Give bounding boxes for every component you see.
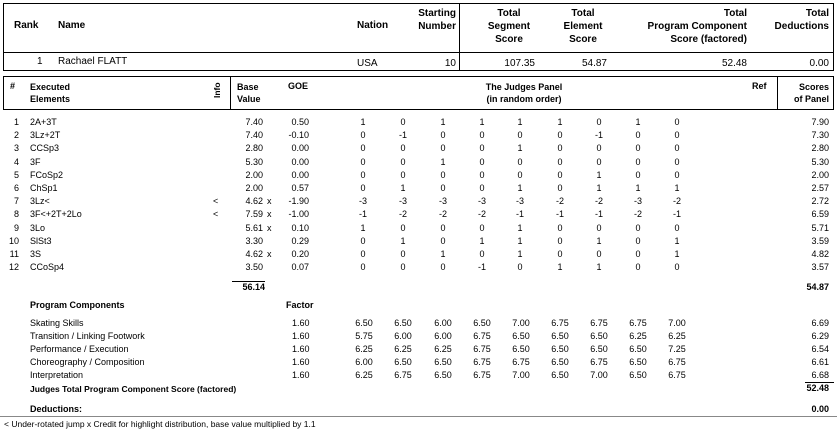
element-goe: 0.29: [291, 235, 309, 246]
component-judge-score: 6.75: [394, 369, 412, 380]
component-judge-score: 6.50: [434, 369, 452, 380]
component-judge-score: 6.50: [590, 343, 608, 354]
component-judge-score: 7.00: [512, 318, 530, 328]
element-judge-score: 0: [440, 143, 446, 154]
element-judge-score: 1: [596, 169, 602, 180]
element-judge-score: -1: [515, 209, 524, 220]
element-judge-score: 1: [479, 117, 485, 127]
element-judge-score: 0: [517, 169, 523, 180]
element-judge-score: -2: [672, 196, 681, 207]
element-judge-score: -2: [555, 196, 564, 207]
element-name: SlSt3: [30, 235, 52, 246]
element-judge-score: 0: [635, 249, 641, 259]
element-base-value: 2.00: [245, 169, 263, 180]
col-executed-elements: Executed Elements: [30, 82, 71, 104]
component-judge-score: 6.75: [551, 318, 569, 328]
element-name: 3Lz<: [30, 196, 50, 207]
element-name: CCoSp4: [30, 262, 65, 273]
skater-total-element-score: 54.87: [581, 58, 607, 69]
element-judge-score: 0: [596, 117, 602, 127]
element-panel-score: 2.57: [811, 183, 829, 193]
element-judge-score: -2: [594, 196, 603, 207]
element-panel-score: 3.57: [811, 262, 829, 273]
component-factor: 1.60: [292, 330, 310, 341]
element-judge-score: 0: [557, 143, 563, 154]
component-judge-score: 6.50: [629, 356, 647, 367]
element-judge-score: 0: [635, 222, 641, 233]
col-num: #: [10, 81, 16, 91]
element-judge-score: -3: [477, 196, 486, 207]
component-judge-score: 6.50: [512, 330, 530, 341]
element-judge-score: 0: [635, 169, 641, 180]
col-info: Info: [212, 82, 222, 98]
element-judge-score: 1: [360, 117, 366, 127]
element-judge-score: 1: [596, 235, 602, 246]
component-judge-score: 6.00: [355, 356, 373, 367]
component-judge-score: 6.50: [629, 343, 647, 354]
element-judge-score: 0: [557, 156, 563, 167]
component-judge-score: 6.75: [629, 318, 647, 328]
component-judge-score: 5.75: [355, 330, 373, 341]
component-judge-score: 6.25: [629, 330, 647, 341]
header-total-pcs: Total Program Component Score (factored): [647, 8, 747, 45]
element-credit-mark: x: [267, 209, 272, 220]
elements-header-divider-2: [777, 76, 778, 110]
element-base-value: 7.59: [245, 209, 263, 220]
element-judge-score: 0: [440, 235, 446, 246]
element-base-value: 7.40: [245, 130, 263, 141]
element-goe: -1.00: [288, 209, 309, 220]
component-judge-score: 6.75: [512, 356, 530, 367]
element-judge-score: 0: [440, 222, 446, 233]
element-judge-score: 0: [635, 156, 641, 167]
skater-total-deductions: 0.00: [809, 58, 829, 69]
component-judge-score: 6.25: [434, 343, 452, 354]
legend: < Under-rotated jump x Credit for highlight distribution, base value multiplied by 1.1: [4, 419, 316, 429]
component-judge-score: 6.50: [512, 343, 530, 354]
component-name: Interpretation: [30, 369, 84, 380]
element-judge-score: 0: [517, 262, 523, 273]
element-judge-score: 0: [674, 156, 680, 167]
element-judge-score: 0: [360, 169, 366, 180]
element-number: 8: [13, 209, 19, 220]
element-goe: 0.50: [291, 117, 309, 127]
component-judge-score: 6.50: [394, 356, 412, 367]
pcs-total-score: 52.48: [806, 383, 829, 393]
component-judge-score: 6.75: [473, 356, 491, 367]
element-number: 7: [13, 196, 19, 207]
header-total-deductions: Total Deductions: [774, 8, 829, 32]
element-base-value: 4.62: [245, 196, 263, 207]
component-judge-score: 7.00: [668, 318, 686, 328]
component-panel-score: 6.68: [811, 369, 829, 380]
component-judge-score: 6.75: [473, 330, 491, 341]
element-judge-score: 0: [596, 222, 602, 233]
component-judge-score: 6.50: [473, 318, 491, 328]
element-judge-score: 0: [479, 222, 485, 233]
element-judge-score: 0: [479, 143, 485, 154]
summary-divider: [459, 3, 460, 71]
element-base-value: 2.00: [245, 183, 263, 193]
header-name: Name: [58, 20, 86, 31]
component-factor: 1.60: [292, 343, 310, 354]
summary-hline: [3, 52, 834, 53]
element-number: 10: [8, 235, 19, 246]
component-judge-score: 6.25: [668, 330, 686, 341]
element-judge-score: 0: [360, 156, 366, 167]
col-judges-panel: The Judges Panel (in random order): [485, 82, 563, 104]
element-judge-score: 1: [517, 143, 523, 154]
elements-header-divider-1: [230, 76, 231, 110]
element-goe: 0.00: [291, 143, 309, 154]
element-judge-score: 0: [674, 117, 680, 127]
skater-starting-number: 10: [444, 58, 456, 69]
header-total-segment-score: Total Segment Score: [487, 8, 531, 45]
element-name: 3S: [30, 249, 42, 259]
component-name: Performance / Execution: [30, 343, 129, 354]
element-judge-score: 0: [479, 130, 485, 141]
element-judge-score: 1: [440, 117, 446, 127]
element-judge-score: -1: [398, 130, 407, 141]
element-judge-score: 0: [440, 183, 446, 193]
component-factor: 1.60: [292, 369, 310, 380]
element-judge-score: 1: [596, 183, 602, 193]
component-panel-score: 6.61: [811, 356, 829, 367]
element-judge-score: 0: [360, 249, 366, 259]
element-judge-score: 0: [400, 156, 406, 167]
element-judge-score: 0: [479, 249, 485, 259]
element-judge-score: 0: [479, 169, 485, 180]
element-judge-score: 0: [400, 117, 406, 127]
elements-score-total: 54.87: [806, 282, 829, 292]
element-number: 5: [13, 169, 19, 180]
element-judge-score: 0: [479, 183, 485, 193]
element-base-value: 5.30: [245, 156, 263, 167]
element-number: 1: [13, 117, 19, 127]
deductions-score: 0.00: [811, 404, 829, 414]
element-judge-score: 0: [674, 169, 680, 180]
component-name: Transition / Linking Footwork: [30, 330, 145, 341]
element-info: <: [213, 209, 219, 220]
legend-divider: [0, 416, 837, 417]
element-goe: 0.57: [291, 183, 309, 193]
element-number: 12: [8, 262, 19, 273]
element-judge-score: 0: [557, 249, 563, 259]
element-judge-score: 0: [440, 169, 446, 180]
component-factor: 1.60: [292, 356, 310, 367]
element-judge-score: -1: [594, 130, 603, 141]
element-judge-score: -2: [477, 209, 486, 220]
element-base-value: 2.80: [245, 143, 263, 154]
element-judge-score: 1: [557, 117, 563, 127]
element-judge-score: 1: [400, 183, 406, 193]
element-base-value: 7.40: [245, 117, 263, 127]
element-judge-score: 1: [517, 235, 523, 246]
element-judge-score: 0: [557, 183, 563, 193]
element-judge-score: -2: [633, 209, 642, 220]
element-judge-score: 1: [360, 222, 366, 233]
element-judge-score: 1: [517, 249, 523, 259]
element-judge-score: 0: [557, 222, 563, 233]
element-judge-score: 0: [440, 262, 446, 273]
program-components-title: Program Components: [30, 300, 125, 310]
component-name: Skating Skills: [30, 318, 84, 328]
col-ref: Ref: [752, 81, 767, 91]
skater-total-pcs: 52.48: [721, 58, 747, 69]
element-goe: 0.00: [291, 156, 309, 167]
element-panel-score: 5.71: [811, 222, 829, 233]
element-goe: 0.00: [291, 169, 309, 180]
element-judge-score: -2: [398, 209, 407, 220]
element-judge-score: 1: [517, 183, 523, 193]
element-number: 11: [9, 249, 19, 259]
element-judge-score: 0: [360, 143, 366, 154]
element-judge-score: -2: [438, 209, 447, 220]
element-name: 3F: [30, 156, 41, 167]
element-goe: -1.90: [288, 196, 309, 207]
element-judge-score: 1: [479, 235, 485, 246]
element-panel-score: 5.30: [811, 156, 829, 167]
component-panel-score: 6.29: [811, 330, 829, 341]
element-name: FCoSp2: [30, 169, 64, 180]
element-judge-score: 0: [635, 130, 641, 141]
element-judge-score: 0: [557, 169, 563, 180]
component-judge-score: 6.50: [394, 318, 412, 328]
element-goe: 0.10: [291, 222, 309, 233]
element-panel-score: 2.72: [811, 196, 829, 207]
element-judge-score: 0: [400, 169, 406, 180]
element-number: 2: [13, 130, 19, 141]
component-judge-score: 6.25: [394, 343, 412, 354]
element-panel-score: 7.90: [811, 117, 829, 127]
element-judge-score: -3: [515, 196, 524, 207]
element-judge-score: 0: [400, 143, 406, 154]
element-panel-score: 3.59: [811, 235, 829, 246]
element-judge-score: 1: [674, 235, 680, 246]
component-judge-score: 6.00: [434, 318, 452, 328]
component-judge-score: 7.00: [590, 369, 608, 380]
element-judge-score: 1: [674, 249, 680, 259]
element-judge-score: 1: [400, 235, 406, 246]
skater-name: Rachael FLATT: [58, 56, 128, 67]
element-judge-score: -3: [358, 196, 367, 207]
element-judge-score: 1: [557, 262, 563, 273]
element-judge-score: -3: [438, 196, 447, 207]
element-panel-score: 2.80: [811, 143, 829, 154]
element-judge-score: 0: [674, 130, 680, 141]
element-judge-score: -1: [672, 209, 681, 220]
element-judge-score: 0: [360, 183, 366, 193]
element-judge-score: 1: [440, 156, 446, 167]
element-judge-score: -1: [594, 209, 603, 220]
component-judge-score: 6.75: [473, 343, 491, 354]
component-judge-score: 7.25: [668, 343, 686, 354]
header-nation: Nation: [357, 20, 389, 31]
component-judge-score: 6.50: [551, 356, 569, 367]
element-judge-score: 0: [479, 156, 485, 167]
skater-total-segment-score: 107.35: [504, 58, 535, 69]
element-panel-score: 4.82: [811, 249, 829, 259]
col-scores-of-panel: Scores of Panel: [793, 82, 829, 104]
element-judge-score: 0: [400, 222, 406, 233]
header-starting-number: Starting Number: [418, 8, 456, 32]
header-total-element-score: Total Element Score: [563, 8, 603, 45]
factor-header: Factor: [286, 300, 314, 310]
element-judge-score: 0: [517, 156, 523, 167]
component-judge-score: 6.75: [668, 356, 686, 367]
component-judge-score: 6.75: [668, 369, 686, 380]
element-number: 6: [13, 183, 19, 193]
element-panel-score: 7.30: [811, 130, 829, 141]
element-judge-score: 0: [635, 235, 641, 246]
element-name: 3Lo: [30, 222, 46, 233]
element-info: <: [213, 196, 219, 207]
element-judge-score: 0: [400, 262, 406, 273]
component-judge-score: 6.75: [473, 369, 491, 380]
element-panel-score: 2.00: [811, 169, 829, 180]
element-number: 3: [13, 143, 19, 154]
element-judge-score: 0: [360, 262, 366, 273]
component-judge-score: 6.00: [434, 330, 452, 341]
component-name: Choreography / Composition: [30, 356, 145, 367]
element-goe: 0.20: [291, 249, 309, 259]
component-judge-score: 6.50: [434, 356, 452, 367]
element-judge-score: 1: [440, 249, 446, 259]
element-judge-score: 0: [440, 130, 446, 141]
component-panel-score: 6.54: [811, 343, 829, 354]
element-judge-score: -3: [633, 196, 642, 207]
component-judge-score: 6.50: [551, 369, 569, 380]
element-judge-score: 0: [557, 130, 563, 141]
element-base-value: 4.62: [245, 249, 263, 259]
component-judge-score: 6.50: [629, 369, 647, 380]
element-judge-score: 1: [517, 222, 523, 233]
deductions-label: Deductions:: [30, 404, 83, 414]
element-judge-score: 0: [674, 143, 680, 154]
component-panel-score: 6.69: [811, 318, 829, 328]
element-name: ChSp1: [30, 183, 58, 193]
element-judge-score: 0: [674, 222, 680, 233]
element-panel-score: 6.59: [811, 209, 829, 220]
element-name: 2A+3T: [30, 117, 57, 127]
component-judge-score: 7.00: [512, 369, 530, 380]
element-judge-score: 0: [360, 235, 366, 246]
component-judge-score: 6.50: [590, 330, 608, 341]
element-judge-score: 0: [360, 130, 366, 141]
element-judge-score: 1: [517, 117, 523, 127]
element-goe: 0.07: [291, 262, 309, 273]
element-credit-mark: x: [267, 222, 272, 233]
skater-nation: USA: [357, 58, 378, 69]
element-base-value: 3.50: [245, 262, 263, 273]
component-factor: 1.60: [292, 318, 310, 328]
element-credit-mark: x: [267, 196, 272, 207]
component-judge-score: 6.00: [394, 330, 412, 341]
pcs-total-label: Judges Total Program Component Score (factored): [30, 384, 237, 394]
element-credit-mark: x: [267, 249, 272, 259]
col-base-value: Base Value: [237, 82, 261, 104]
element-judge-score: 1: [674, 183, 680, 193]
skater-rank: 1: [37, 56, 43, 67]
element-judge-score: 0: [635, 143, 641, 154]
element-goe: -0.10: [288, 130, 309, 141]
element-name: CCSp3: [30, 143, 60, 154]
element-number: 4: [13, 156, 19, 167]
element-judge-score: -3: [398, 196, 407, 207]
component-judge-score: 6.25: [355, 369, 373, 380]
element-judge-score: 1: [596, 262, 602, 273]
element-judge-score: 0: [635, 262, 641, 273]
elements-header-box: [3, 76, 834, 110]
component-judge-score: 6.75: [590, 356, 608, 367]
element-judge-score: -1: [477, 262, 486, 273]
element-judge-score: 0: [596, 156, 602, 167]
element-base-value: 3.30: [245, 235, 263, 246]
element-judge-score: 0: [596, 249, 602, 259]
element-judge-score: -1: [358, 209, 367, 220]
component-judge-score: 6.25: [355, 343, 373, 354]
component-judge-score: 6.50: [551, 330, 569, 341]
element-judge-score: 0: [400, 249, 406, 259]
element-name: 3F<+2T+2Lo: [30, 209, 82, 220]
element-name: 3Lz+2T: [30, 130, 61, 141]
component-judge-score: 6.75: [590, 318, 608, 328]
element-base-value: 5.61: [245, 222, 263, 233]
element-judge-score: 1: [635, 117, 641, 127]
header-rank: Rank: [14, 20, 39, 31]
element-judge-score: 0: [596, 143, 602, 154]
element-judge-score: 0: [557, 235, 563, 246]
element-judge-score: 0: [517, 130, 523, 141]
col-goe: GOE: [288, 81, 309, 91]
element-judge-score: -1: [555, 209, 564, 220]
element-judge-score: 0: [674, 262, 680, 273]
elements-base-total: 56.14: [242, 282, 265, 292]
component-judge-score: 6.50: [551, 343, 569, 354]
element-number: 9: [13, 222, 19, 233]
element-judge-score: 1: [635, 183, 641, 193]
component-judge-score: 6.50: [355, 318, 373, 328]
